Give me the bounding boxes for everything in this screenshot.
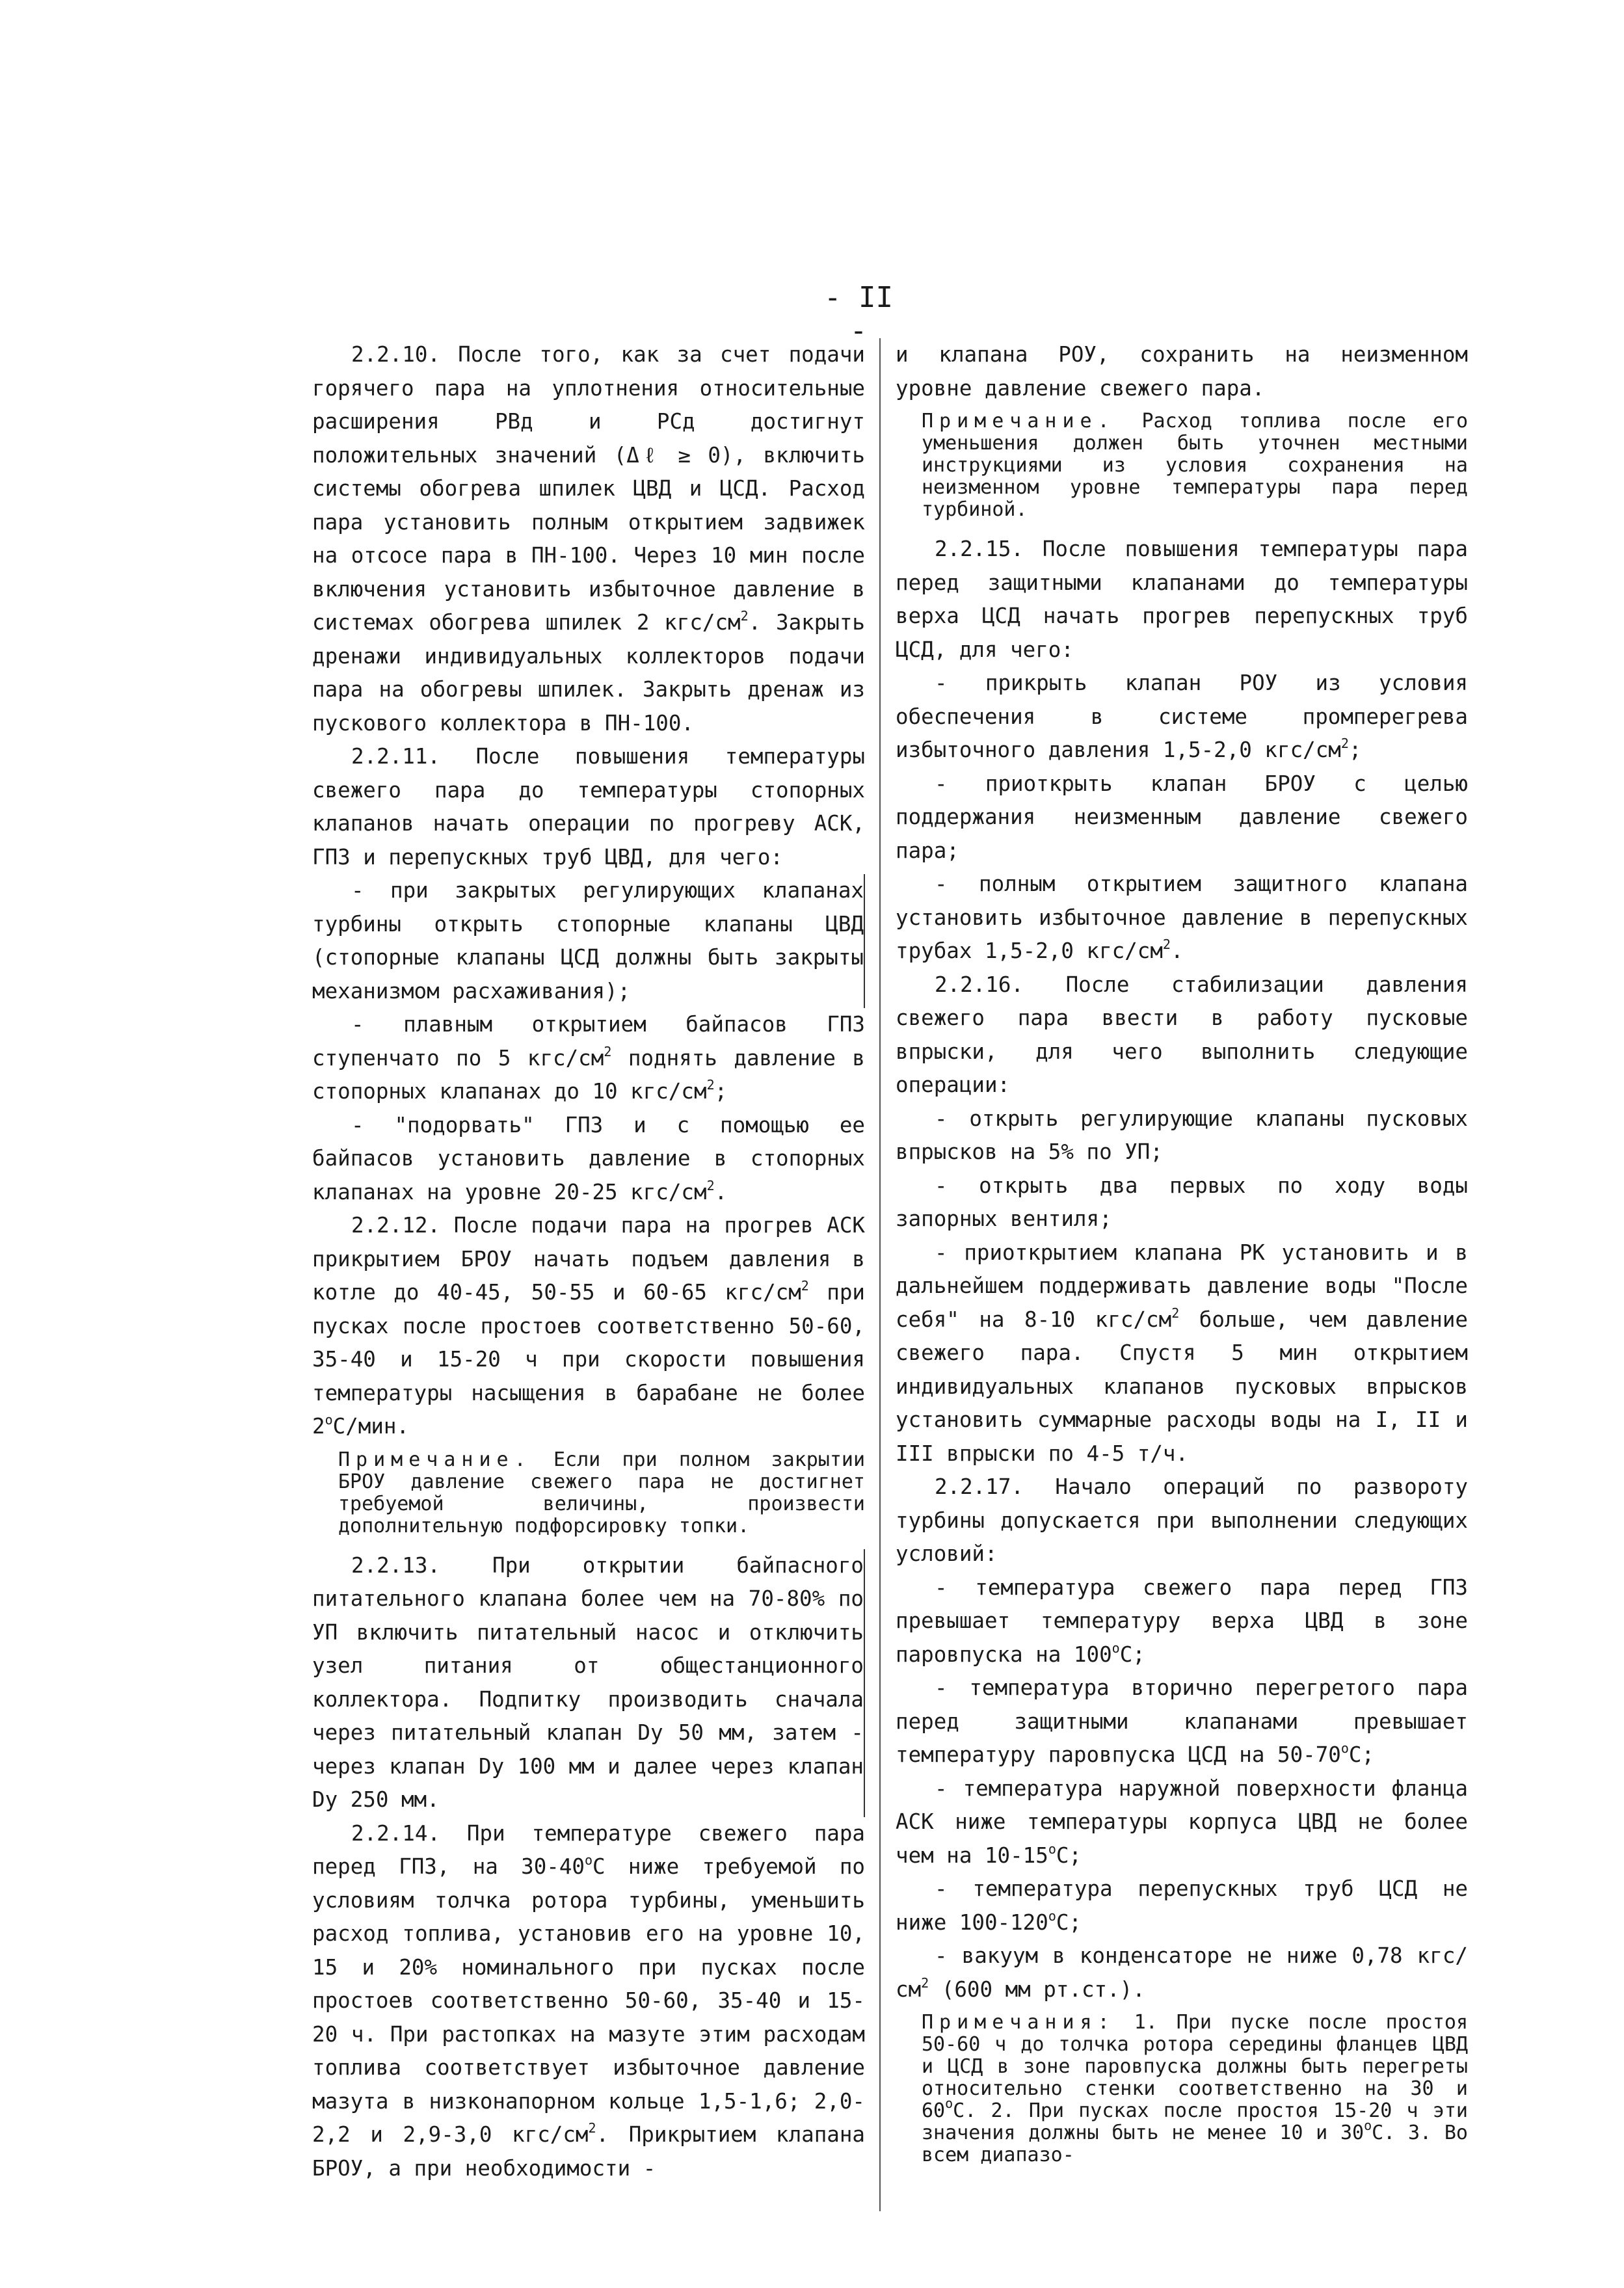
- paragraph: - прикрыть клапан РОУ из условия обеспечения в системе промперегрева избыточного давления 1,5-2,0 кгс/$см^2$;: [896, 671, 1468, 762]
- note-label: Примечание.: [922, 410, 1115, 432]
- paragraph: и клапана РОУ, сохранить на неизменном уровне давление свежего пара.: [896, 342, 1468, 401]
- paragraph: - температура перепускных труб ЦСД не ниже 100-120$^o$С;: [896, 1876, 1468, 1935]
- paragraph: 2.2.17. Начало операций по развороту турбины допускается при выполнении следующих условий:: [896, 1474, 1468, 1566]
- paragraph: - полным открытием защитного клапана установить избыточное давление в перепускных трубах 1,5-2,0 кгс/$см^2$.: [896, 871, 1468, 963]
- paragraph: 2.2.12. После подачи пара на прогрев АСК прикрытием БРОУ начать подъем давления в котле до 40-45, 50-55 и 60-65 кгс/$см^2$ при пусках после простоев соответственно 50-60, 35-40 и 15-20 ч при скорости повышения температуры насыщения в барабане не более 2$^o$С/мин.: [312, 1213, 865, 1439]
- column-divider: [879, 338, 881, 2211]
- paragraph: - температура наружной поверхности фланца АСК ниже температуры корпуса ЦВД не более чем на 10-15$^o$С;: [896, 1776, 1468, 1868]
- paragraph: - открыть регулирующие клапаны пусковых впрысков на 5% по УП;: [896, 1106, 1468, 1164]
- paragraph: 2.2.15. После повышения температуры пара перед защитными клапанами до температуры верха ЦСД начать прогрев перепускных труб ЦСД, для чего:: [896, 537, 1468, 662]
- paragraph: 2.2.11. После повышения температуры свежего пара до температуры стопорных клапанов начать операции по прогреву АСК, ГПЗ и перепускных труб ЦВД, для чего:: [312, 744, 865, 870]
- paragraph: - температура свежего пара перед ГПЗ превышает температуру верха ЦВД в зоне паровпуска на 100$^o$С;: [896, 1575, 1468, 1667]
- note-label: Примечание.: [338, 1448, 532, 1471]
- note-label: Примечания:: [922, 2011, 1115, 2034]
- page-number: - II -: [824, 281, 893, 347]
- right-column: [896, 338, 1468, 2178]
- paragraph: - приоткрытием клапана РК установить и в дальнейшем поддерживать давление воды "После себя" на 8-10 кгс/$см^2$ больше, чем давление свежего пара. Спустя 5 мин открытием индивидуальных клапанов пусковых впрысков установить суммарные расходы воды на I, II и III впрыски по 4-5 т/ч.: [896, 1240, 1468, 1466]
- note-block: [896, 410, 1468, 521]
- paragraph: 2.2.14. При температуре свежего пара перед ГПЗ, на 30-40$^o$С ниже требуемой по условиям толчка ротора турбины, уменьшить расход топлива, установив его на уровне 10, 15 и 20% номинального при пусках после простоев соответственно 50-60, 35-40 и 15-20 ч. При растопках на мазуте этим расходам топлива соответствует избыточное давление мазута в низконапорном кольце 1,5-1,6; 2,0-2,2 и 2,9-3,0 кгс/$см^2$. Прикрытием клапана БРОУ, а при необходимости -: [312, 1820, 865, 2181]
- paragraph: 2.2.13. При открытии байпасного питательного клапана более чем на 70-80% по УП включить питательный насос и отключить узел питания от общестанционного коллектора. Подпитку производить сначала через питательный клапан Dу 50 мм, затем - через клапан Dу 100 мм и далее через клапан Dу 250 мм.: [312, 1549, 865, 1817]
- paragraph: - вакуум в конденсаторе не ниже 0,78 кгс/$см^2$ (600 мм рт.ст.).: [896, 1943, 1468, 2002]
- paragraph: - при закрытых регулирующих клапанах турбины открыть стопорные клапаны ЦВД (стопорные клапаны ЦСД должны быть закрыты механизмом расхаживания);: [312, 874, 865, 1008]
- note-block: [896, 2012, 1468, 2166]
- paragraph: - приоткрыть клапан БРОУ с целью поддержания неизменным давление свежего пара;: [896, 771, 1468, 863]
- note-block: [312, 1449, 865, 1537]
- left-column: [312, 338, 865, 2185]
- paragraph: 2.2.16. После стабилизации давления свежего пара ввести в работу пусковые впрыски, для чего выполнить следующие операции:: [896, 972, 1468, 1097]
- note-text: Если при полном закрытии БРОУ давление свежего пара не достигнет требуемой величины, произвести дополнительную подфорсировку топки.: [338, 1448, 866, 1537]
- paragraph: - "подорвать" ГПЗ и с помощью ее байпасов установить давление в стопорных клапанах на уровне 20-25 кгс/$см^2$.: [312, 1112, 865, 1204]
- note-text: 1. При пуске после простоя 50-60 ч до толчка ротора середины фланцев ЦВД и ЦСД в зоне паровпуска должны быть перегреты относительно стенки соответственно на 30 и 60$^o$С. 2. При пусках после простоя 15-20 ч эти значения должны быть не менее 10 и 30$^o$С. 3. Во всем диапазо-: [922, 2011, 1468, 2166]
- paragraph: 2.2.10. После того, как за счет подачи горячего пара на уплотнения относительные расширения РВд и РСд достигнут положительных значений (Δℓ ≥ 0), включить системы обогрева шпилек ЦВД и ЦСД. Расход пара установить полным открытием задвижек на отсосе пара в ПН-100. Через 10 мин после включения установить избыточное давление в системах обогрева шпилек 2 кгс/$см^2$. Закрыть дренажи индивидуальных коллекторов подачи пара на обогревы шпилек. Закрыть дренаж из пускового коллектора в ПН-100.: [312, 342, 865, 736]
- paragraph: - открыть два первых по ходу воды запорных вентиля;: [896, 1173, 1468, 1231]
- paragraph: - плавным открытием байпасов ГПЗ ступенчато по 5 кгс/$см^2$ поднять давление в стопорных клапанах до 10 кгс/$см^2$;: [312, 1012, 865, 1104]
- paragraph: - температура вторично перегретого пара перед защитными клапанами превышает температуру паровпуска ЦСД на 50-70$^o$С;: [896, 1675, 1468, 1767]
- note-text: Расход топлива после его уменьшения должен быть уточнен местными инструкциями из условия сохранения на неизменном уровне температуры пара перед турбиной.: [922, 410, 1469, 521]
